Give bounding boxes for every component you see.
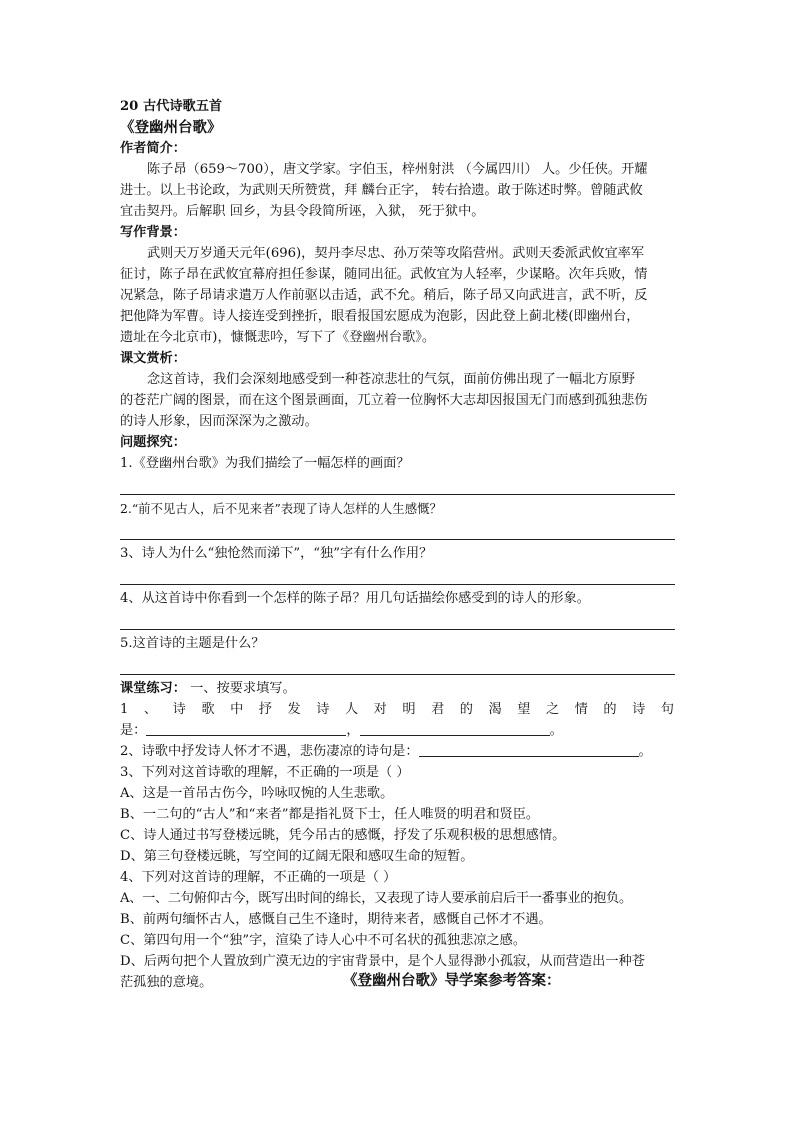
- practice-q1-stem: 1、诗歌中抒发诗人对明君的渴望之情的诗句: [120, 702, 675, 717]
- background-line: 遗址在今北京市)，慷慨悲吟，写下了《登幽州台歌》。: [120, 330, 436, 345]
- q2-end: 。: [638, 744, 652, 759]
- answers-title: 《登幽州台歌》导学案参考答案：: [343, 972, 561, 989]
- background-heading: 写作背景：: [120, 225, 186, 240]
- author-line: 宜击契丹。后解职 回乡，为县令段简所诬，入狱， 死于狱中。: [120, 204, 485, 219]
- answer-line-5[interactable]: [120, 655, 675, 675]
- q3-option-b: B、一二句的“古人”和“来者”都是指礼贤下士，任人唯贤的明君和贤臣。: [120, 807, 540, 822]
- q3-option-c: C、诗人通过书写登楼远眺，凭今吊古的感慨，抒发了乐观积极的思想感情。: [120, 828, 566, 843]
- lesson-title: 20 古代诗歌五首: [120, 99, 223, 114]
- q1-blank-1[interactable]: [146, 721, 346, 736]
- answer-line-3[interactable]: [120, 565, 675, 585]
- question-1: 1.《登幽州台歌》为我们描绘了一幅怎样的画面？: [120, 456, 410, 471]
- question-3: 3、诗人为什么“独怆然而涕下”，“独”字有什么作用？: [120, 546, 433, 561]
- background-line: 况紧急，陈子昂请求遣万人作前驱以击适，武不允。稍后，陈子昂又向武进言，武不听，反: [120, 288, 648, 303]
- q3-option-a: A、这是一首吊古伤今，吟咏叹惋的人生悲歌。: [120, 786, 394, 801]
- worksheet-page: [120, 96, 675, 993]
- q4-option-d-cont: 茫孤独的意境。: [120, 975, 213, 990]
- answer-line-2[interactable]: [120, 520, 675, 540]
- practice-q4-stem: 4、下列对这首诗的理解，不正确的一项是（ ）: [120, 870, 397, 885]
- author-line: 进士。以上书论政，为武则天所赞赏，拜 麟台正字， 转右拾遗。敢于陈述时弊。曾随武攸: [120, 183, 643, 198]
- background-line: 征讨，陈子昂在武攸宜幕府担任参谋，随同出征。武攸宜为人轻率，少谋略。次年兵败，情: [120, 267, 648, 282]
- author-heading: 作者简介：: [120, 141, 186, 156]
- appreciation-line: 念这首诗，我们会深刻地感受到一种苍凉悲壮的气氛，面前仿佛出现了一幅北方原野: [147, 372, 635, 387]
- q1-comma: ，: [346, 723, 360, 738]
- practice-intro: 一、按要求填写。: [190, 681, 296, 696]
- q1-end: 。: [549, 723, 563, 738]
- background-line: 武则天万岁通天元年(696)，契丹李尽忠、孙万荣等攻陷营州。武则天委派武攸宜率军: [147, 246, 645, 261]
- q2-blank[interactable]: [419, 742, 639, 757]
- q4-option-c: C、第四句用一个“独”字，渲染了诗人心中不可名状的孤独悲凉之感。: [120, 933, 527, 948]
- practice-heading: 课堂练习：: [120, 681, 186, 696]
- q2-prefix: 2、诗歌中抒发诗人怀才不遇，悲伤凄凉的诗句是：: [120, 744, 419, 759]
- practice-q3-stem: 3、下列对这首诗歌的理解，不正确的一项是（ ）: [120, 765, 410, 780]
- appreciation-line: 的苍茫广阔的图景，而在这个图景画面，兀立着一位胸怀大志却因报国无门而感到孤独悲伤: [120, 393, 648, 408]
- appreciation-heading: 课文赏析：: [120, 351, 186, 366]
- practice-header: [120, 678, 675, 699]
- q1-prefix: 是：: [120, 723, 147, 738]
- practice-q1-blanks: [120, 720, 675, 741]
- q4-option-a: A、一、二句俯仰古今，既写出时间的绵长，又表现了诗人要承前启后干一番事业的抱负。: [120, 891, 632, 906]
- questions-heading: 问题探究：: [120, 435, 186, 450]
- q4-option-d: D、后两句把个人置放到广漠无边的宇宙背景中，是个人显得渺小孤寂，从而营造出一种苍: [120, 954, 645, 969]
- author-line: 陈子昂（659～700），唐文学家。字伯玉，梓州射洪 （今属四川） 人。少任侠。开耀: [147, 162, 648, 177]
- poem-title: 《登幽州台歌》: [120, 119, 222, 136]
- q4-option-b: B、前两句缅怀古人，感慨自己生不逢时，期待来者，感慨自己怀才不遇。: [120, 912, 552, 927]
- background-line: 把他降为军曹。诗人接连受到挫折，眼看报国宏愿成为泡影，因此登上蓟北楼(即幽州台，: [120, 309, 640, 324]
- practice-q2: [120, 741, 675, 762]
- q3-option-d: D、第三句登楼远眺，写空间的辽阔无限和感叹生命的短暂。: [120, 849, 474, 864]
- question-4: 4、从这首诗中你看到一个怎样的陈子昂？用几句话描绘你感受到的诗人的形象。: [120, 591, 590, 606]
- answer-line-1[interactable]: [120, 475, 675, 495]
- appreciation-line: 的诗人形象，因而深深为之激动。: [120, 414, 318, 429]
- q1-blank-2[interactable]: [360, 721, 550, 736]
- question-5: 5.这首诗的主题是什么？: [120, 636, 265, 651]
- answer-line-4[interactable]: [120, 610, 675, 630]
- question-2: 2.“前不见古人，后不见来者”表现了诗人怎样的人生感慨？: [120, 501, 442, 516]
